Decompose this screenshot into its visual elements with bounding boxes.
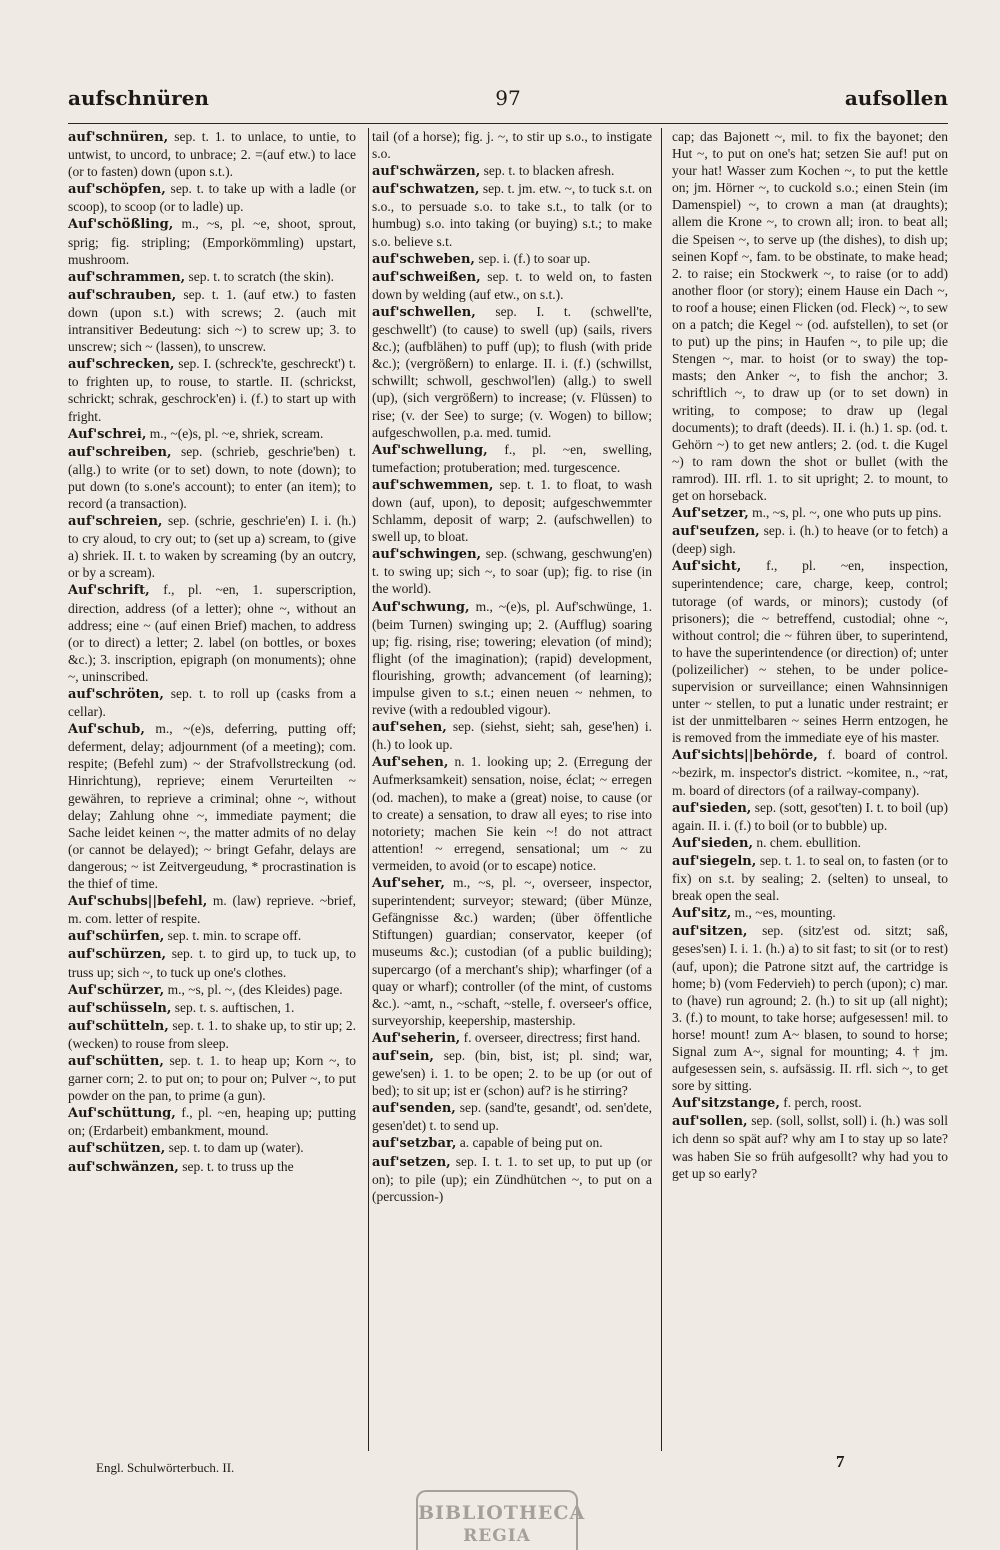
entry-headword: auf'siegeln,	[672, 853, 757, 869]
column-2	[372, 128, 652, 1205]
entry-definition: sep. I. t. (schwell'te, geschwellt') (to cause) to swell (up) (sails, rivers &c.); (aufblähen) to puff (up); to flush (with pride &c.); (vergrößern) to enlarge. II. i. (f.) (schwillst, schwillt; schwoll, geschwol'len) (allg.) to swell (up), (sich vergrößern) to increase; (v. Flüssen) to rise; (v. der See) to surge; (v. Wogen) to billow; aufgeschwollen, p.a. med. tumid.	[372, 303, 652, 440]
entry-definition: f. overseer, directress; first hand.	[460, 1029, 641, 1045]
entry-definition: sep. t. 1. to shake up, to stir up; 2. (wecken) to rouse from sleep.	[68, 1017, 356, 1051]
entry-definition: sep. t. to dam up (water).	[165, 1140, 304, 1156]
entry-headword: Auf'schüttung,	[68, 1106, 176, 1122]
stamp-line-1: BIBLIOTHECA	[418, 1502, 586, 1524]
library-stamp	[416, 1490, 586, 1550]
dictionary-entry	[68, 1017, 356, 1052]
entry-definition: sep. t. to weld on, to fasten down by welding (auf etw., on s.t.).	[372, 268, 652, 302]
entry-definition: a. capable of being put on.	[456, 1135, 603, 1151]
entry-headword: auf'schwingen,	[372, 547, 482, 563]
entry-definition: sep. I. t. 1. to set up, to put up (or on); to pile (up); ein Zündhütchen ~, to put on a (percussion-)	[372, 1153, 652, 1204]
entry-definition: sep. t. to roll up (casks from a cellar).	[68, 686, 356, 720]
dictionary-entry	[672, 852, 948, 904]
dictionary-entry	[372, 1134, 652, 1152]
entry-definition: f., pl. ~en, swelling, tumefaction; protuberation; med. turgescence.	[372, 441, 652, 475]
dictionary-entry	[372, 303, 652, 441]
entry-definition: f. perch, roost.	[779, 1095, 862, 1111]
entry-headword: auf'schützen,	[68, 1141, 166, 1157]
entry-definition: f., pl. ~en, heaping up; putting on; (Erdarbeit) embankment, mound.	[68, 1105, 356, 1139]
entry-definition: sep. t. to take up with a ladle (or scoop), to scoop (or to ladle) up.	[68, 181, 356, 215]
header-left-catchword: aufschnüren	[68, 86, 209, 110]
entry-headword: auf'schreien,	[68, 514, 163, 530]
dictionary-entry	[372, 268, 652, 303]
dictionary-entry	[372, 128, 652, 162]
dictionary-entry	[68, 1139, 356, 1157]
entry-definition: m., ~s, pl. ~, (des Kleides) page.	[164, 981, 343, 997]
entry-headword: Auf'schwellung,	[372, 442, 488, 458]
entry-definition: m. (law) reprieve. ~brief, m. com. letter of respite.	[68, 893, 356, 927]
entry-headword: auf'setzbar,	[372, 1136, 457, 1152]
dictionary-entry	[68, 1052, 356, 1104]
entry-definition: sep. i. (f.) to soar up.	[474, 250, 591, 266]
dictionary-entry	[372, 598, 652, 719]
dictionary-entry	[68, 1104, 356, 1139]
entry-definition: sep. (schwang, geschwung'en) t. to swing up; sich ~, to soar (up); fig. to rise (in the world).	[372, 546, 652, 597]
dictionary-entry	[68, 355, 356, 424]
entry-definition: f., pl. ~en, inspection, superintendence; care, charge, keep, control; tutorage (of wards, or minors); custody (of prisoners); die ~ betreffend, custodial; ohne ~, without control; die ~ führen über, to superintend, to have the superintendence (or direction) of; unter (polizeilicher) ~ stehen, to be under police-supervision or surveillance; einen Wahnsinnigen unter ~ stellen, to put a lunatic under restraint; er ist der unmittelbaren ~ seines Herrn entzogen, he is removed from the immediate eye of his master.	[672, 558, 948, 746]
dictionary-entry	[672, 746, 948, 798]
entry-definition: sep. t. to blacken afresh.	[480, 163, 615, 179]
dictionary-entry	[672, 904, 948, 922]
dictionary-entry	[672, 522, 948, 557]
entry-definition: m., ~s, pl. ~e, shoot, sprout, sprig; fig. stripling; (Emporkömmling) upstart, mushroom.	[68, 216, 356, 267]
entry-definition: f., pl. ~en, 1. superscription, direction, address (of a letter); ohne ~, without an address; eine ~ (auf einen Brief) machen, to address (or to direct) a letter; 2. label (on bottles, or boxes &c.); 3. inscription, epigraph (on monuments); ohne ~, uninscribed.	[68, 582, 356, 684]
entry-headword: auf'schreiben,	[68, 444, 172, 460]
entry-headword: auf'schwemmen,	[372, 477, 494, 493]
running-head	[68, 86, 948, 116]
dictionary-entry	[372, 162, 652, 180]
column-divider	[661, 128, 662, 1451]
entry-definition: sep. I. (schreck'te, geschreckt') t. to frighten up, to rouse, to startle. II. (schrickst, schrickt; schrak, geschrock'en) i. (f.) to start up with fright.	[68, 356, 356, 424]
entry-headword: Auf'schürzer,	[68, 982, 165, 998]
dictionary-entry	[672, 557, 948, 746]
entry-definition: sep. t. 1. (auf etw.) to fasten down (upon s.t.) with screws; 2. (auch mit intransitiver Bedeutung: sich ~) to screw up; 3. to unscrew; sich ~ (lassen), to unscrew.	[68, 286, 356, 355]
dictionary-entry	[372, 1029, 652, 1047]
entry-headword: Auf'schubs||befehl,	[68, 894, 208, 910]
entry-headword: auf'schütteln,	[68, 1018, 169, 1034]
dictionary-entry	[672, 504, 948, 522]
header-rule	[68, 123, 948, 124]
entry-definition: sep. t. 1. to float, to wash down (auf, upon), to deposit; aufgeschwemmter Schlamm, deposit of warp; 2. (aufschwellen) to swell up, to bloat.	[372, 476, 652, 545]
entry-definition: sep. (schrie, geschrie'en) I. i. (h.) to cry aloud, to cry out; to (set up a) scream, to (give a) shriek. II. t. to waken by screaming (by an outcry, or by a scream).	[68, 513, 356, 581]
footer-title: Engl. Schulwörterbuch. II.	[96, 1460, 235, 1475]
dictionary-entry	[372, 545, 652, 597]
dictionary-entry	[372, 753, 652, 874]
entry-headword: auf'sehen,	[372, 720, 447, 736]
entry-definition: cap; das Bajonett ~, mil. to fix the bayonet; den Hut ~, to put on one's hat; setzen Sie auf! put on your hat! Wasser zum Kochen ~, to put the kettle on; jm. Hörner ~, to cuckold s.o.; einen Stein (im Damenspiel) ~, to crown a man (at draughts); allem die Krone ~, to crown all; iron. to beat all; die Speisen ~, to serve up (the dishes), to dish up; seinen Kopf ~, fam. to be obstinate, to make head; 2. to raise; ein Stockwerk ~, to raise (or to add) another floor (or story); einem Hause ein Dach ~, to roof a house; einen Flicken (od. Fleck) ~, to sew on a patch; die Kegel ~ (od. aufstellen), to set (or to put) up the pins; in Haufen ~, to pile up; die Stengen ~, mar. to hoist (or to sway) the top-masts; den Anker ~, to fish the anchor; 3. schriftlich ~, to draw up (or to set down) in writing, to compose; to draw up (legal documents); to draft (deeds). II. i. (h.) 1. sp. (od. t. Gehörn ~) to get new antlers; 2. (od. t. die Kugel ~) to ram down the shot or bullet (with the ramrod). III. rfl. 1. to sit upright; 2. to mount, to get on horseback.	[672, 129, 948, 503]
entry-definition: sep. t. s. auftischen, 1.	[171, 999, 295, 1015]
entry-headword: auf'setzen,	[372, 1154, 451, 1170]
dictionary-entry	[372, 874, 652, 1029]
entry-definition: sep. (sitz'est od. sitzt; saß, geses'sen) I. i. 1. (h.) a) to sit fast; to sit (or to rest) (auf, upon); die Patrone sitzt auf, the cartridge is home; b) (vom Federvieh) to perch (upon); c) mar. to (have) run aground; 2. (h.) to sit up (all night); 3. (f.) to mount, to take horse; aufgesessen! mil. to horse! mount! zum A~ blasen, to sound to horse; Signal zum A~, signal for mounting; 4. † jm. aufgesessen sein, s. aufsässig. II. rfl. sich ~, to get sore by sitting.	[672, 923, 948, 1094]
dictionary-entry	[372, 718, 652, 753]
page-number: 97	[495, 86, 521, 110]
dictionary-entry	[68, 927, 356, 945]
entry-headword: auf'schrecken,	[68, 357, 175, 373]
entry-headword: auf'schütten,	[68, 1053, 164, 1069]
entry-definition: m., ~s, pl. ~, overseer, inspector, superintendent; surveyor; steward; (über Münze, Gefängnisse &c.) warden; (über öffentliche Stiftungen) guardian; conservator, keeper (of museums &c.); custodian (of a public building); supercargo (of a merchant's ship); wharfinger (of a quay or wharf); controller (of the mint, of customs &c.). ~amt, n., ~schaft, ~stelle, f. overseer's office, surveyorship, keepership, mastership.	[372, 875, 652, 1028]
entry-headword: auf'sein,	[372, 1048, 434, 1064]
entry-definition: m., ~(e)s, pl. Auf'schwünge, 1. (beim Turnen) swinging up; 2. (Aufflug) soaring up; fig. rising, rise; towering; elevation (of mind); flight (of the imagination); (rapid) development, flourishing, growth; advancement (of learning); impulse given to s.t.; einen neuen ~ nehmen, to revive (with a redoubled vigour).	[372, 598, 652, 718]
entry-headword: auf'sitzen,	[672, 924, 748, 940]
entry-headword: auf'schrammen,	[68, 269, 186, 285]
entry-headword: Auf'schub,	[68, 722, 145, 738]
entry-headword: Auf'schrei,	[68, 426, 147, 442]
entry-definition: sep. (sand'te, gesandt', od. sen'dete, gesen'det) t. to send up.	[372, 1100, 652, 1134]
entry-headword: auf'schwatzen,	[372, 182, 480, 198]
dictionary-entry	[68, 425, 356, 443]
entry-headword: auf'seufzen,	[672, 524, 760, 540]
entry-headword: auf'senden,	[372, 1101, 456, 1117]
entry-headword: auf'schnüren,	[68, 130, 169, 145]
dictionary-entry	[372, 476, 652, 545]
entry-definition: sep. t. 1. to unlace, to untie, to untwist, to uncord, to unbrace; 2. =(auf etw.) to lace (or to fasten) down (upon s.t.).	[68, 129, 356, 180]
dictionary-entry	[372, 180, 652, 249]
header-right-catchword: aufsollen	[844, 86, 948, 110]
entry-headword: auf'schweben,	[372, 251, 475, 267]
entry-definition: sep. (sott, gesot'ten) I. t. to boil (up) again. II. i. (f.) to boil (or to bubble) up.	[672, 799, 948, 833]
entry-definition: sep. (schrieb, geschrie'ben) t. (allg.) to write (or to set) down, to note (down); to put down (to s.one's account); to enter (an item); to record (a transaction).	[68, 443, 356, 511]
entry-headword: Auf'schwung,	[372, 599, 470, 615]
dictionary-entry	[68, 892, 356, 927]
dictionary-entry	[672, 834, 948, 852]
dictionary-entry	[672, 1112, 948, 1181]
entry-headword: auf'schrauben,	[68, 287, 177, 303]
entry-headword: Auf'sitzstange,	[672, 1096, 780, 1112]
dictionary-entry	[372, 250, 652, 268]
entry-definition: sep. t. min. to scrape off.	[164, 928, 302, 944]
dictionary-entry	[372, 1099, 652, 1134]
dictionary-entry	[372, 1047, 652, 1099]
entry-headword: Auf'sichts||behörde,	[672, 748, 818, 764]
column-divider	[368, 128, 369, 1451]
dictionary-entry	[68, 512, 356, 581]
entry-definition: sep. t. 1. to heap up; Korn ~, to garner corn; 2. to put on; to pour on; Pulver ~, to put powder on the pan, to prime (a gun).	[68, 1052, 356, 1104]
dictionary-entry	[68, 1158, 356, 1176]
entry-headword: Auf'seher,	[372, 876, 445, 892]
entry-headword: auf'schwellen,	[372, 304, 476, 320]
entry-headword: auf'sollen,	[672, 1114, 748, 1130]
entry-headword: auf'sieden,	[672, 800, 752, 816]
dictionary-entry	[68, 215, 356, 267]
entry-headword: auf'schweißen,	[372, 269, 481, 285]
entry-definition: sep. t. jm. etw. ~, to tuck s.t. on s.o., to persuade s.o. to take s.t., to talk (or to humbug) s.o. into taking (or buying) s.t.; to make s.o. believe s.t.	[372, 181, 652, 249]
dictionary-entry	[68, 128, 356, 180]
dictionary-entry	[68, 443, 356, 512]
entry-headword: auf'schwänzen,	[68, 1159, 179, 1175]
dictionary-entry	[68, 268, 356, 286]
entry-definition: m., ~s, pl. ~, one who puts up pins.	[748, 505, 942, 521]
entry-headword: auf'schüsseln,	[68, 1000, 172, 1016]
entry-definition: f. board of control. ~bezirk, m. inspector's district. ~komitee, n., ~rat, m. board of directors (of a railway-company).	[672, 747, 948, 798]
dictionary-entry	[68, 720, 356, 892]
dictionary-entry	[672, 1094, 948, 1112]
entry-headword: auf'schürfen,	[68, 929, 165, 945]
dictionary-entry	[372, 1153, 652, 1205]
entry-definition: sep. (bin, bist, ist; pl. sind; war, gewe'sen) i. 1. to be open; 2. to be up (or out of bed); to sit up; ist er (schon) auf? is he stirring?	[372, 1047, 652, 1099]
entry-definition: sep. t. to truss up the	[178, 1158, 294, 1174]
entry-definition: sep. (soll, sollst, soll) i. (h.) was soll ich denn so spät auf? why am I to stay up so late? was haben Sie so früh aufgesollt? why had you to get up so early?	[672, 1113, 948, 1181]
entry-definition: sep. t. to gird up, to tuck up, to truss up; sich ~, to tuck up one's clothes.	[68, 946, 356, 980]
entry-definition: sep. i. (h.) to heave (or to fetch) a (deep) sigh.	[672, 523, 948, 557]
dictionary-entry	[68, 286, 356, 355]
entry-definition: n. chem. ebullition.	[752, 834, 861, 850]
dictionary-entry	[372, 441, 652, 476]
entry-headword: Auf'sieden,	[672, 835, 753, 851]
entry-definition: m., ~(e)s, pl. ~e, shriek, scream.	[146, 425, 324, 441]
dictionary-entry	[672, 128, 948, 504]
entry-headword: auf'schwärzen,	[372, 164, 481, 180]
column-3	[672, 128, 948, 1182]
entry-headword: Auf'sitz,	[672, 906, 732, 922]
entry-headword: auf'schröten,	[68, 687, 164, 702]
entry-headword: auf'schöpfen,	[68, 182, 166, 198]
entry-definition: m., ~(e)s, deferring, putting off; deferment, delay; adjournment (of a meeting); com. respite; (Befehl zum) ~ der Strafvollstreckung (od. Hinrichtung), reprieve; einem Verurteilten ~ gewähren, to reprieve a criminal; ohne ~, without delay; Zahlung ohne ~, immediate payment; die Sache leidet keinen ~, the matter admits of no delay (or cannot be delayed); ~ bringt Gefahr, delays are dangerous; ~ ist Zeitvergeudung, * procrastination is the thief of time.	[68, 721, 356, 892]
dictionary-entry	[68, 180, 356, 215]
entry-definition: tail (of a horse); fig. j. ~, to stir up s.o., to instigate s.o.	[372, 129, 652, 162]
entry-definition: sep. (siehst, sieht; sah, gese'hen) i. (h.) to look up.	[372, 719, 652, 753]
entry-definition: sep. t. to scratch (the skin).	[185, 268, 335, 284]
entry-headword: Auf'sicht,	[672, 559, 742, 575]
entry-headword: Auf'schrift,	[68, 583, 150, 599]
dictionary-entry	[68, 685, 356, 720]
dictionary-entry	[68, 999, 356, 1017]
entry-definition: m., ~es, mounting.	[731, 905, 836, 921]
dictionary-entry	[68, 945, 356, 980]
entry-headword: Auf'seherin,	[372, 1030, 461, 1046]
stamp-line-2: REGIA	[463, 1526, 531, 1546]
entry-headword: Auf'schößling,	[68, 217, 174, 233]
entry-definition: n. 1. looking up; 2. (Erregung der Aufmerksamkeit) sensation, noise, éclat; ~ erregen (od. machen), to make a (great) noise, to cause (or to create) a sensation, to draw all eyes; to rise into notoriety; machen Sie kein ~! do not attract attention! ~ erregend, sensational; um ~ zu vermeiden, to avoid (or to escape) notice.	[372, 754, 652, 873]
dictionary-entry	[672, 922, 948, 1094]
dictionary-entry	[672, 799, 948, 834]
column-1	[68, 128, 356, 1176]
signature-mark: 7	[836, 1452, 845, 1471]
entry-headword: auf'schürzen,	[68, 947, 167, 963]
dictionary-entry	[68, 981, 356, 999]
entry-headword: Auf'sehen,	[372, 755, 449, 771]
entry-definition: sep. t. 1. to seal on, to fasten (or to fix) on s.t. by sealing; 2. (selten) to unseal, to break open the seal.	[672, 852, 948, 904]
entry-headword: Auf'setzer,	[672, 506, 749, 522]
dictionary-entry	[68, 581, 356, 685]
